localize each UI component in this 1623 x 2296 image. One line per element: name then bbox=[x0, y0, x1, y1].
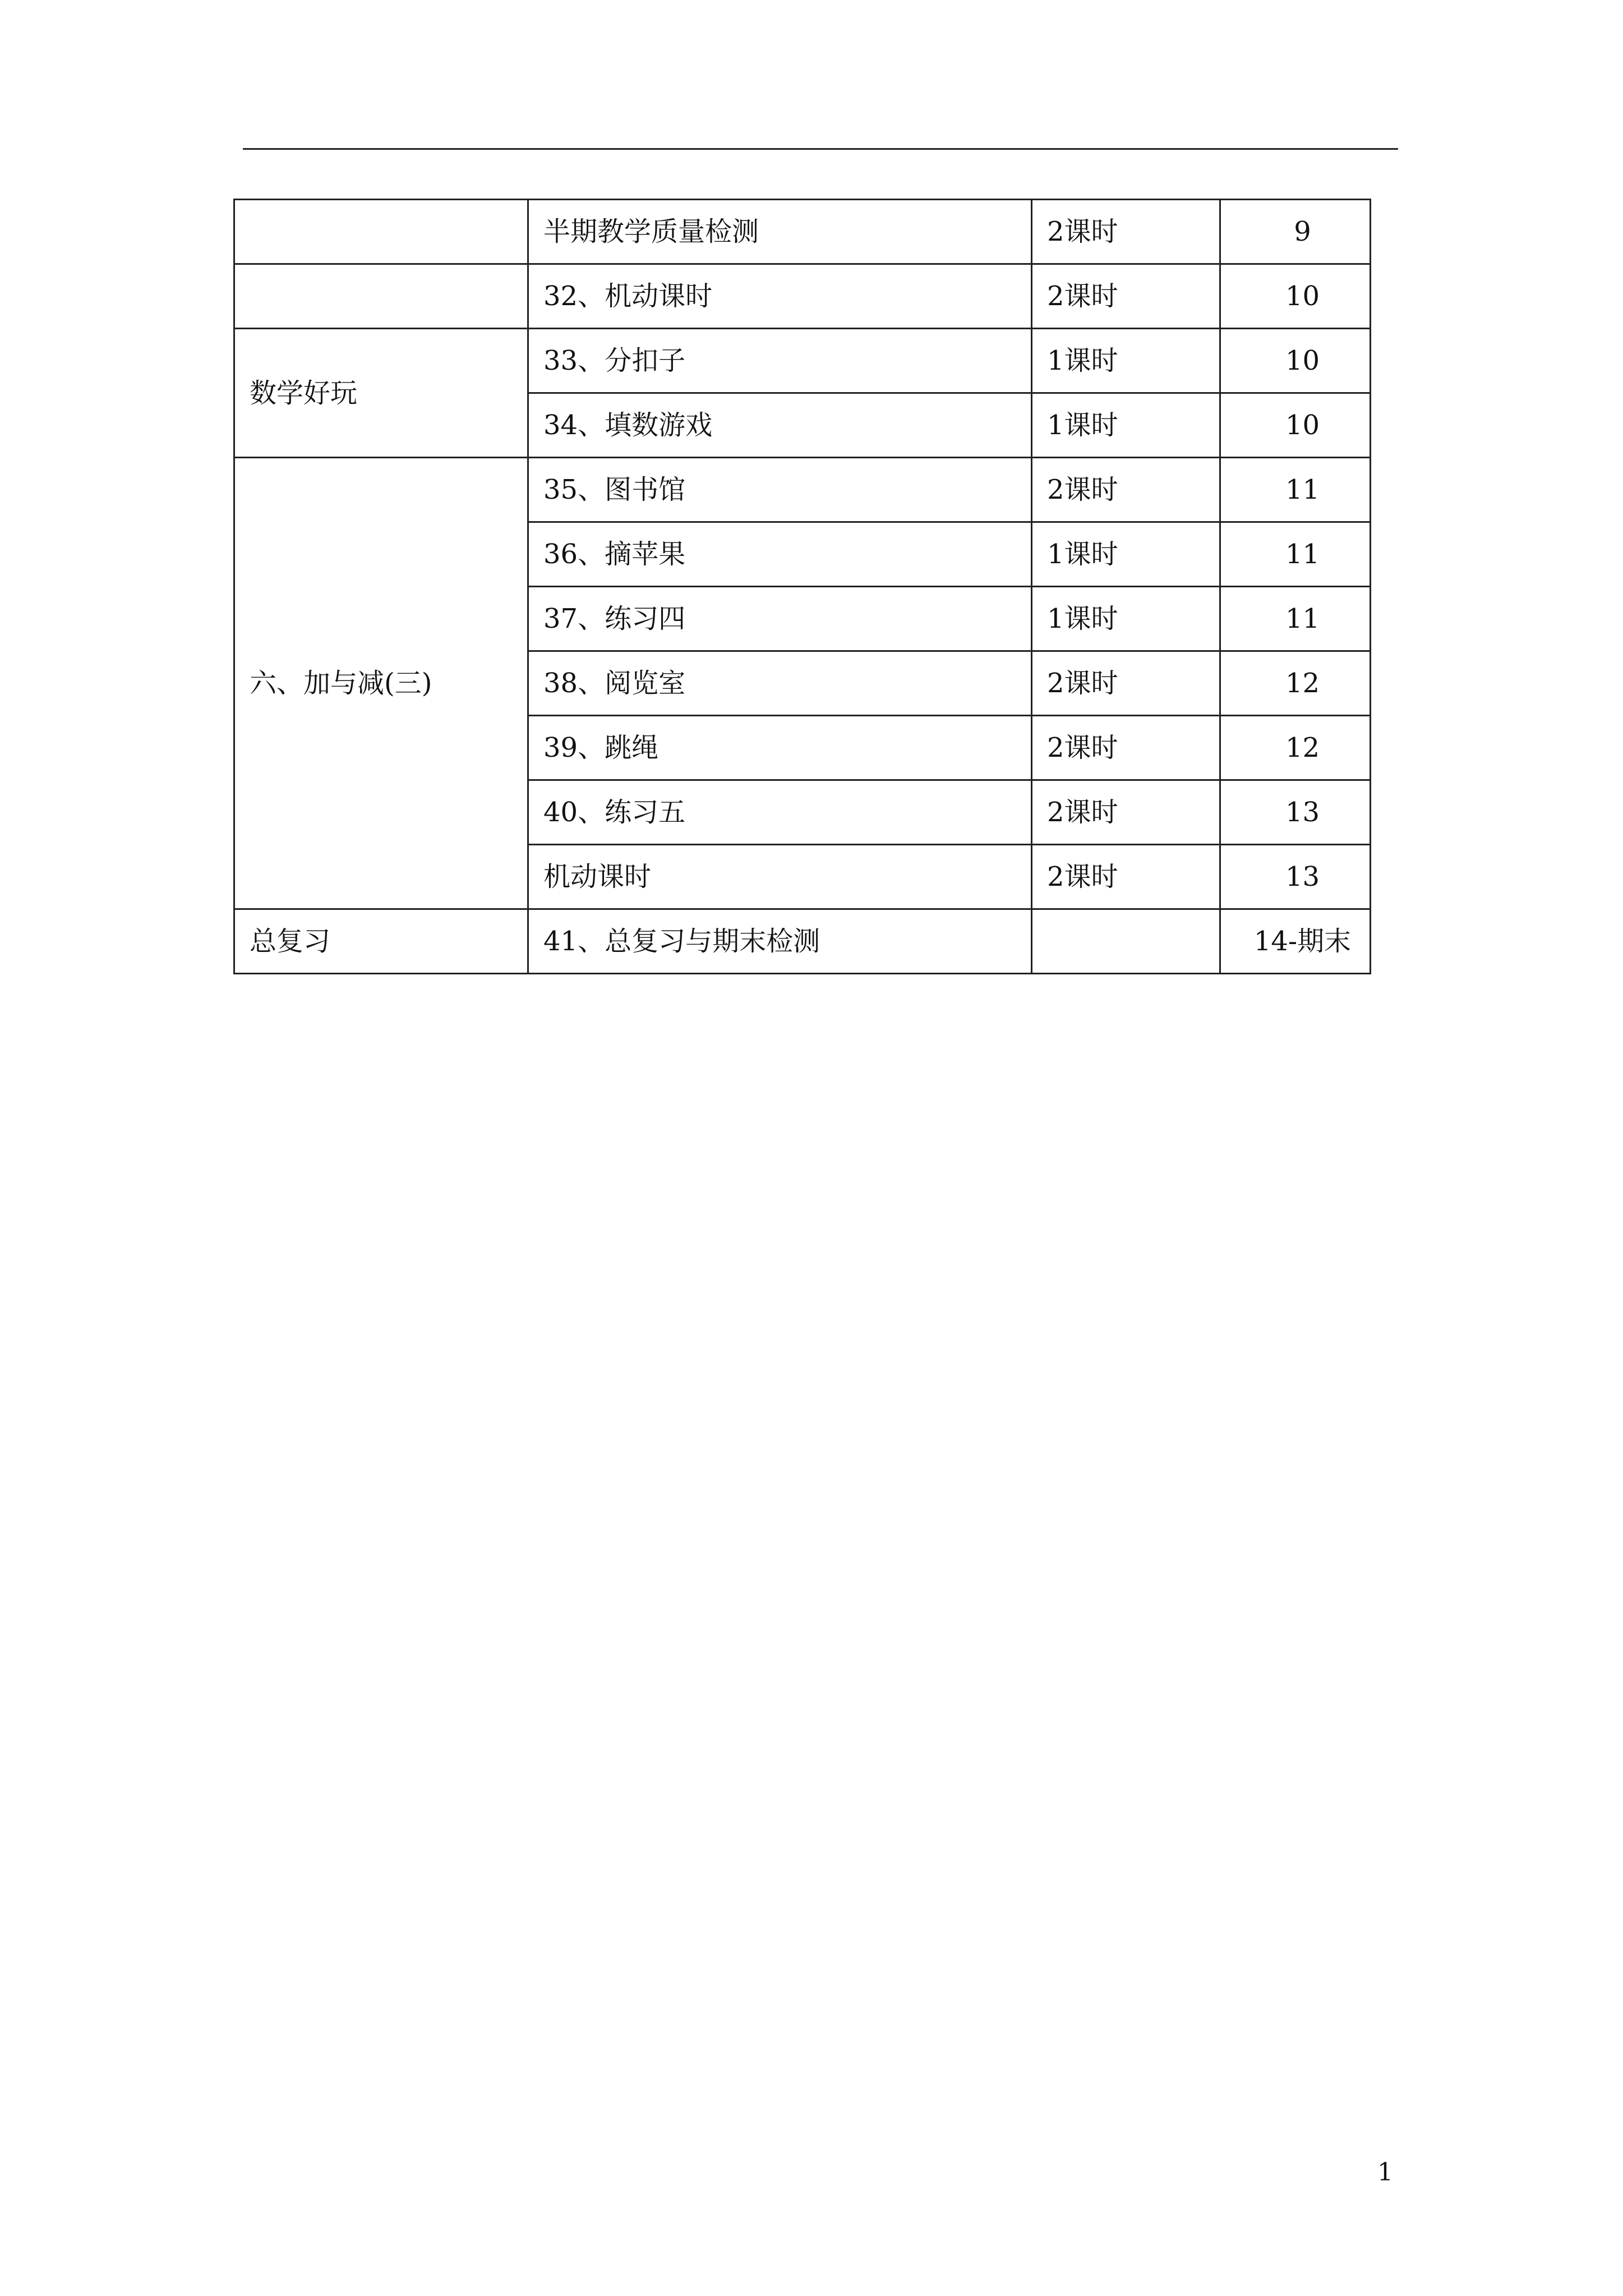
week-cell: 9 bbox=[1220, 200, 1371, 264]
page-number: 1 bbox=[1377, 2158, 1393, 2187]
week-cell: 12 bbox=[1220, 651, 1371, 716]
unit-cell: 总复习 bbox=[234, 909, 528, 974]
hours-cell: 2课时 bbox=[1032, 716, 1220, 780]
week-cell: 10 bbox=[1220, 329, 1371, 393]
lesson-cell: 40、练习五 bbox=[528, 780, 1032, 845]
week-cell: 13 bbox=[1220, 780, 1371, 845]
lesson-cell: 33、分扣子 bbox=[528, 329, 1032, 393]
week-cell: 13 bbox=[1220, 845, 1371, 909]
week-cell: 14-期末 bbox=[1220, 909, 1371, 974]
hours-cell: 2课时 bbox=[1032, 651, 1220, 716]
hours-cell bbox=[1032, 909, 1220, 974]
unit-cell: 数学好玩 bbox=[234, 329, 528, 458]
week-cell: 11 bbox=[1220, 587, 1371, 651]
hours-cell: 1课时 bbox=[1032, 587, 1220, 651]
week-cell: 11 bbox=[1220, 522, 1371, 587]
table-row bbox=[234, 458, 1371, 522]
unit-cell bbox=[234, 200, 528, 264]
table-row bbox=[234, 909, 1371, 974]
week-cell: 12 bbox=[1220, 716, 1371, 780]
lesson-cell: 32、机动课时 bbox=[528, 264, 1032, 329]
unit-cell: 六、加与减(三) bbox=[234, 458, 528, 909]
table-row bbox=[234, 200, 1371, 264]
hours-cell: 1课时 bbox=[1032, 393, 1220, 458]
lesson-cell: 41、总复习与期末检测 bbox=[528, 909, 1032, 974]
hours-cell: 2课时 bbox=[1032, 845, 1220, 909]
hours-cell: 1课时 bbox=[1032, 329, 1220, 393]
week-cell: 10 bbox=[1220, 264, 1371, 329]
week-cell: 10 bbox=[1220, 393, 1371, 458]
unit-cell bbox=[234, 264, 528, 329]
lesson-cell: 38、阅览室 bbox=[528, 651, 1032, 716]
header-rule bbox=[243, 148, 1398, 150]
lesson-cell: 36、摘苹果 bbox=[528, 522, 1032, 587]
hours-cell: 2课时 bbox=[1032, 264, 1220, 329]
hours-cell: 2课时 bbox=[1032, 458, 1220, 522]
table-row bbox=[234, 329, 1371, 393]
hours-cell: 2课时 bbox=[1032, 780, 1220, 845]
lesson-cell: 机动课时 bbox=[528, 845, 1032, 909]
lesson-cell: 34、填数游戏 bbox=[528, 393, 1032, 458]
week-cell: 11 bbox=[1220, 458, 1371, 522]
teaching-schedule-table bbox=[233, 199, 1371, 974]
table-row bbox=[234, 264, 1371, 329]
lesson-cell: 37、练习四 bbox=[528, 587, 1032, 651]
lesson-cell: 半期教学质量检测 bbox=[528, 200, 1032, 264]
lesson-cell: 35、图书馆 bbox=[528, 458, 1032, 522]
hours-cell: 1课时 bbox=[1032, 522, 1220, 587]
lesson-cell: 39、跳绳 bbox=[528, 716, 1032, 780]
hours-cell: 2课时 bbox=[1032, 200, 1220, 264]
